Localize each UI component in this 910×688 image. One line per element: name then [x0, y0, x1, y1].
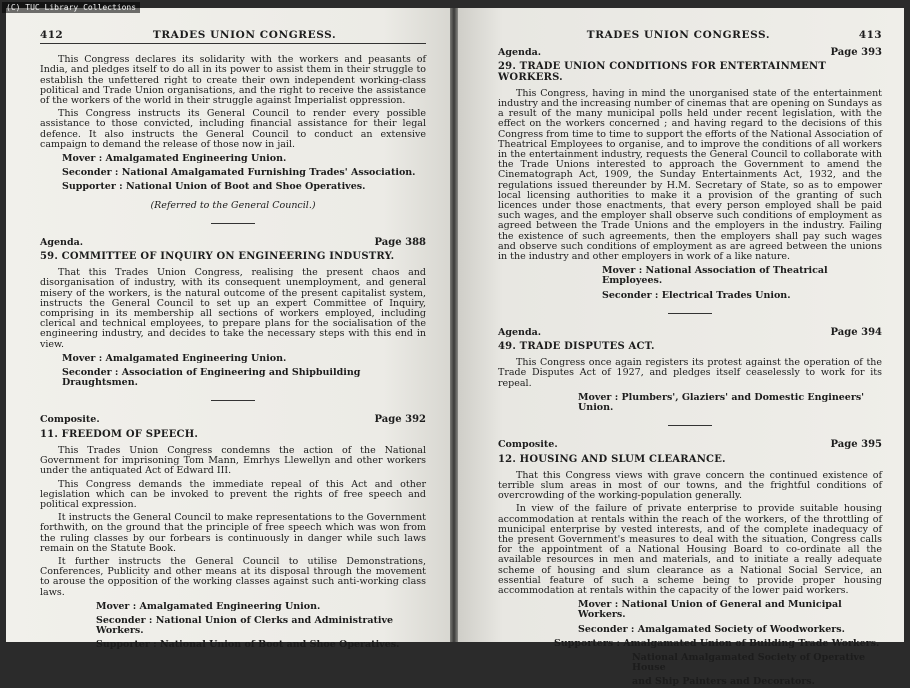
mover: Mover : Amalgamated Engineering Union. — [96, 600, 321, 612]
right-running-head — [498, 30, 882, 40]
paragraph: This Congress instructs its General Council to render every possible assistance to those convicted, including financial assistance for their legal defence. It also instructs the General Council to conduct an extensive campaign to demand the release of those now in jail. — [40, 108, 426, 150]
section-page-ref: Page 388 — [374, 236, 426, 248]
section-label: Agenda. — [40, 236, 84, 248]
supporters: Supporters : Amalgamated Union of Building Trade Workers. — [554, 637, 880, 649]
divider — [211, 400, 255, 401]
right-page — [458, 8, 904, 688]
section-header — [498, 328, 882, 338]
section-label: Composite. — [40, 414, 100, 426]
referred-note: (Referred to the General Council.) — [150, 199, 316, 211]
seconder: Seconder : Association of Engineering and Shipbuilding Draughtsmen. — [62, 367, 361, 389]
mover: Mover : National Association of Theatrical Employees. — [602, 265, 828, 287]
paragraph: It instructs the General Council to make representations to the Government forthwith, on the ground that the principle of free speech which was won from the ruling classes by our forbears is continuously in danger while such laws remain on the Statute Book. — [40, 512, 426, 554]
left-running-head — [40, 30, 426, 44]
section-page-ref: Page 395 — [830, 439, 882, 451]
paragraph: In view of the failure of private enterprise to provide suitable housing accommodation at rentals within the reach of the workers, of the throttling of municipal enterprise by vested interests, and of the complete inadequacy of the present Government's measures to deal with the situation, Congress calls for the appointment of a National Housing Board to co-ordinate all the available resources in men and materials, and to initiate a really adequate scheme of housing and slum clearance as a National Social Service, an essential feature of such a scheme being to provide proper housing accommodation at rentals within the capacity of the lower paid workers. — [498, 503, 882, 596]
mover: Mover : Plumbers', Glaziers' and Domestic Engineers' Union. — [578, 391, 865, 414]
supporters-continued: and Ship Painters and Decorators. — [632, 676, 815, 688]
right-running-title: TRADES UNION CONGRESS. — [586, 29, 771, 41]
section-title: 59. COMMITTEE OF INQUIRY ON ENGINEERING INDUSTRY. — [40, 251, 395, 263]
section-header — [40, 238, 426, 248]
left-page — [6, 8, 450, 651]
watermark: (C) TUC Library Collections — [2, 2, 140, 13]
divider — [211, 223, 255, 224]
seconder: Seconder : National Union of Clerks and Administrative Workers. — [96, 614, 394, 637]
paragraph: This Congress declares its solidarity with the workers and peasants of India, and pledges itself to do all in its power to assist them in their struggle to establish the unfettered right to create their own independent working-class political and Trade Union organisations, and the right to receive the assistance of the workers of the world in their struggle against Imperialist oppression. — [40, 54, 426, 107]
paragraph: This Congress, having in mind the unorganised state of the entertainment industry and the increasing number of cinemas that are opening on Sundays as a result of the many municipal polls held under recent legislation, with the effect on the workers concerned ; and having regard to the decisions of this Congress from time to time to support the efforts of the National Association of Theatrical Employees to organise, and to improve the conditions of all workers in the entertainment industry, requests the General Council to collaborate with the Trade Unions interested to approach the Government to amend the Cinematograph Act, 1909, the Sunday Entertainments Act, 1932, and the regulations issued thereunder by H.M. Secretary of State, so as to empower local licensing authorities to make it a provision of the granting of such licences under those enactments, that every person employed shall be paid such wages, and the employer shall observe such conditions of employment as agreed between the Trade Unions and the employers in the industry. Failing the existence of such agreements, then the employers shall pay such wages and observe such conditions of employment as are agreed between the unions in the industry and other employers in work of a like nature. — [498, 87, 882, 263]
mover: Mover : Amalgamated Engineering Union. — [62, 153, 287, 165]
section-page-ref: Page 392 — [374, 414, 426, 426]
divider — [668, 425, 712, 426]
section-label: Agenda. — [498, 47, 542, 59]
mover: Mover : Amalgamated Engineering Union. — [62, 352, 287, 364]
book-gutter — [450, 8, 458, 642]
seconder: Seconder : National Amalgamated Furnishing Trades' Association. — [62, 167, 416, 179]
section-label: Agenda. — [498, 326, 542, 338]
section-page-ref: Page 393 — [830, 47, 882, 59]
seconder: Seconder : Electrical Trades Union. — [602, 289, 791, 301]
section-title: 11. FREEDOM OF SPEECH. — [40, 428, 199, 440]
supporters-continued: National Amalgamated Society of Operative House — [632, 651, 865, 674]
section-title: 49. TRADE DISPUTES ACT. — [498, 341, 655, 353]
section-label: Composite. — [498, 439, 558, 451]
paragraph: This Congress once again registers its protest against the operation of the Trade Disputes Act of 1927, and pledges itself ceaselessly to work for its repeal. — [498, 357, 882, 389]
paragraph: That this Trades Union Congress, realising the present chaos and disorganisation of industry, with its consequent unemployment, and general misery of the workers, is the natural outcome of the present capitalist system, instructs the General Council to set up an expert Committee of Inquiry, comprising in its membership all sections of workers employed, including clerical and technical employees, to prepare plans for the socialisation of the engineering industry, and decides to take the necessary steps with this end in view. — [40, 267, 426, 350]
supporter: Supporter : National Union of Boot and Shoe Operatives. — [62, 181, 366, 193]
paragraph: This Congress demands the immediate repeal of this Act and other legislation which can be invoked to prevent the rights of free speech and political expression. — [40, 478, 426, 510]
divider — [668, 313, 712, 314]
section-title: 12. HOUSING AND SLUM CLEARANCE. — [498, 453, 726, 465]
section-page-ref: Page 394 — [830, 326, 882, 338]
left-running-title: TRADES UNION CONGRESS. — [152, 29, 337, 41]
section-header — [498, 440, 882, 450]
section-header — [40, 415, 426, 425]
paragraph: That this Congress views with grave concern the continued existence of terrible slum areas in most of our towns, and the frightful conditions of overcrowding of the working-population generally. — [498, 469, 882, 502]
supporter: Supporter : National Union of Boot and Shoe Operatives. — [96, 639, 400, 651]
mover: Mover : National Union of General and Municipal Workers. — [578, 599, 842, 621]
section-title: 29. TRADE UNION CONDITIONS FOR ENTERTAINMENT WORKERS. — [498, 61, 826, 83]
paragraph: It further instructs the General Council to utilise Demonstrations, Conferences, Publicity and other means at its disposal through the movement to arouse the opposition of the working classes against such anti-working class laws. — [40, 555, 426, 598]
seconder: Seconder : Amalgamated Society of Woodworkers. — [578, 623, 845, 635]
left-page-number: 412 — [40, 29, 64, 41]
paragraph: This Trades Union Congress condemns the action of the National Government for imprisoning Tom Mann, Emrhys Llewellyn and other workers under the antiquated Act of Edward III. — [40, 444, 426, 477]
right-page-number: 413 — [858, 29, 882, 41]
section-header — [498, 48, 882, 58]
